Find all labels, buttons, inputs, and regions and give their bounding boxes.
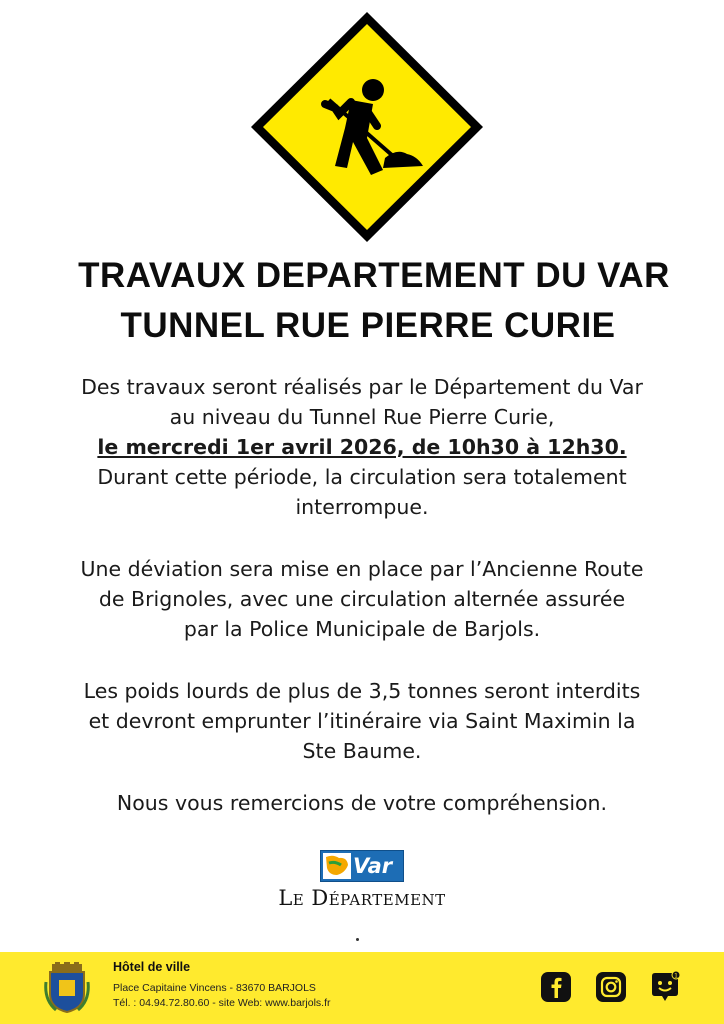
title-line-1: TRAVAUX DEPARTEMENT DU VAR [78, 256, 670, 295]
text-line: par la Police Municipale de Barjols. [183, 617, 541, 641]
text-line: interrompue. [295, 495, 429, 519]
citypost-icon[interactable] [649, 971, 681, 1003]
roadwork-sign-icon [247, 8, 487, 246]
text-line: Des travaux seront réalisés par le Département du Var [81, 375, 643, 399]
facebook-icon[interactable] [540, 971, 572, 1003]
text-line: et devront emprunter l’itinéraire via Saint Maximin la [88, 709, 636, 733]
paragraph-deviation [20, 554, 704, 644]
var-logo-word: Var [353, 854, 393, 878]
paragraph-heavy-vehicles [20, 676, 704, 766]
text-line: Une déviation sera mise en place par l’Ancienne Route [80, 557, 644, 581]
text-line: Ste Baume. [302, 739, 422, 763]
var-logo-caption: Le Département [278, 886, 446, 910]
var-logo-box [320, 850, 404, 882]
text-line: Les poids lourds de plus de 3,5 tonnes seront interdits [83, 679, 641, 703]
text-line: de Brignoles, avec une circulation alternée assurée [98, 587, 626, 611]
text-line: Durant cette période, la circulation sera totalement [97, 465, 627, 489]
var-map-icon [323, 853, 351, 879]
works-date: le mercredi 1er avril 2026, de 10h30 à 12h30. [97, 435, 627, 459]
title-line-2: TUNNEL RUE PIERRE CURIE [120, 306, 616, 345]
dot [356, 938, 359, 941]
paragraph-thanks: Nous vous remercions de votre compréhension. [116, 791, 608, 815]
footer [0, 952, 724, 1024]
barjols-crest-icon [44, 962, 90, 1014]
footer-contact: Tél. : 04.94.72.80.60 - site Web: www.barjols.fr [113, 997, 331, 1009]
text-line: au niveau du Tunnel Rue Pierre Curie, [169, 405, 555, 429]
paragraph-works [20, 372, 704, 522]
var-department-logo [270, 848, 454, 914]
footer-address: Place Capitaine Vincens - 83670 BARJOLS [113, 982, 316, 994]
svg-text:1: 1 [674, 972, 678, 980]
footer-title: Hôtel de ville [113, 960, 191, 974]
instagram-icon[interactable] [595, 971, 627, 1003]
